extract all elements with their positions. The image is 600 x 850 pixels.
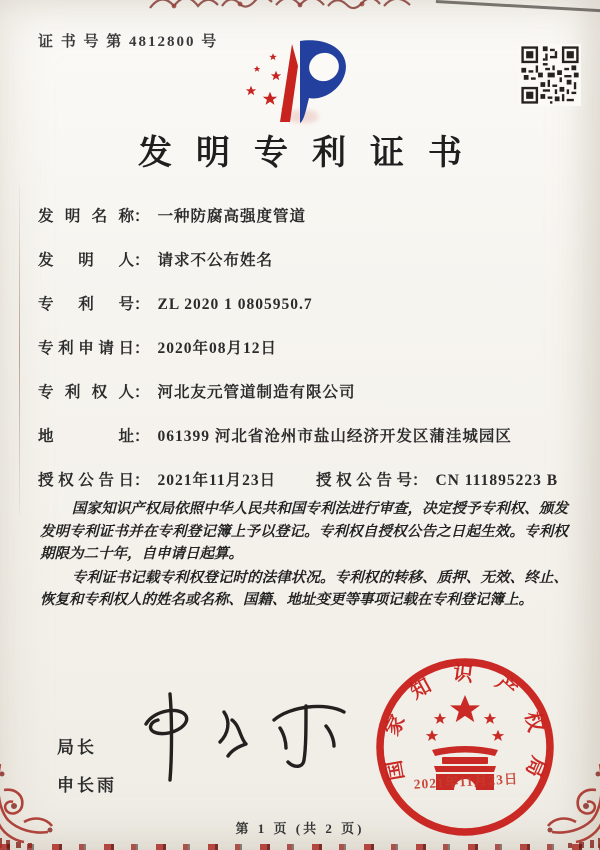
field-grant-date	[38, 470, 316, 491]
seal-date: 2021年11月23日	[413, 771, 519, 792]
field-colon: ：	[134, 472, 150, 489]
signer-block	[57, 733, 117, 796]
field-colon: ：	[134, 428, 150, 445]
field-label: 地址	[38, 428, 134, 445]
ornament-corner-right	[534, 760, 600, 848]
field-address	[38, 426, 572, 447]
qr-code-icon	[515, 44, 585, 106]
official-seal-icon	[372, 654, 558, 840]
field-colon: ：	[134, 384, 150, 401]
field-grant-row	[38, 470, 572, 491]
seal-ring-text: 国家知识产权局	[379, 662, 551, 800]
field-patent-number	[38, 294, 572, 315]
legal-paragraph-2: 专利证书记载专利权登记时的法律状况。专利权的转移、质押、无效、终止、恢复和专利权人的姓名或名称、国籍、地址变更等事项记载在专利登记簿上。	[40, 569, 568, 608]
signer-name: 申长雨	[57, 776, 117, 795]
field-value: 061399 河北省沧州市盐山经济开发区蒲洼城园区	[157, 428, 512, 445]
field-label: 授权公告日	[38, 472, 134, 489]
cnipa-patent-logo-icon	[243, 36, 355, 128]
paper-crease-line	[19, 185, 20, 515]
field-colon: ：	[134, 340, 150, 357]
field-colon: ：	[134, 208, 150, 225]
field-invention-name	[38, 206, 572, 227]
page-title: 发明专利证书	[138, 135, 486, 172]
ornament-border-top	[148, 0, 416, 12]
field-colon: ：	[412, 472, 428, 489]
field-value: 请求不公布姓名	[157, 252, 274, 269]
field-filing-date	[38, 338, 572, 359]
field-label: 授权公告号	[316, 472, 412, 489]
field-grant-number	[316, 470, 558, 491]
handwritten-signature	[128, 686, 368, 798]
field-value: 一种防腐高强度管道	[157, 208, 307, 225]
signer-title: 局长	[57, 738, 97, 757]
legal-text	[40, 498, 568, 613]
legal-paragraph-1: 国家知识产权局依照中华人民共和国专利法进行审查，决定授予专利权、颁发发明专利证书并在专利登记簿上予以登记。专利权自授权公告之日起生效。专利权期限为二十年，自申请日起算。	[40, 501, 568, 562]
field-label: 发明人	[38, 252, 134, 269]
field-colon: ：	[134, 296, 150, 313]
ornament-corner-left	[0, 760, 66, 848]
field-label: 专利申请日	[38, 340, 134, 357]
field-value: CN 111895223 B	[435, 472, 559, 489]
field-colon: ：	[134, 252, 150, 269]
field-label: 专利权人	[38, 384, 134, 401]
field-inventor	[38, 250, 572, 271]
field-patentee	[38, 382, 572, 403]
paper-edge-line	[436, 0, 600, 13]
field-value: 2020年08月12日	[157, 340, 278, 357]
certificate-number: 证 书 号 第 4812800 号	[38, 34, 219, 50]
field-value: ZL 2020 1 0805950.7	[157, 296, 313, 313]
ornament-border-bottom	[0, 844, 600, 850]
field-label: 专利号	[38, 296, 134, 313]
field-value: 2021年11月23日	[157, 472, 277, 489]
field-list	[38, 206, 572, 514]
field-value: 河北友元管道制造有限公司	[157, 384, 356, 401]
field-label: 发明名称	[38, 208, 134, 225]
page-number: 第 1 页 (共 2 页)	[235, 821, 365, 836]
